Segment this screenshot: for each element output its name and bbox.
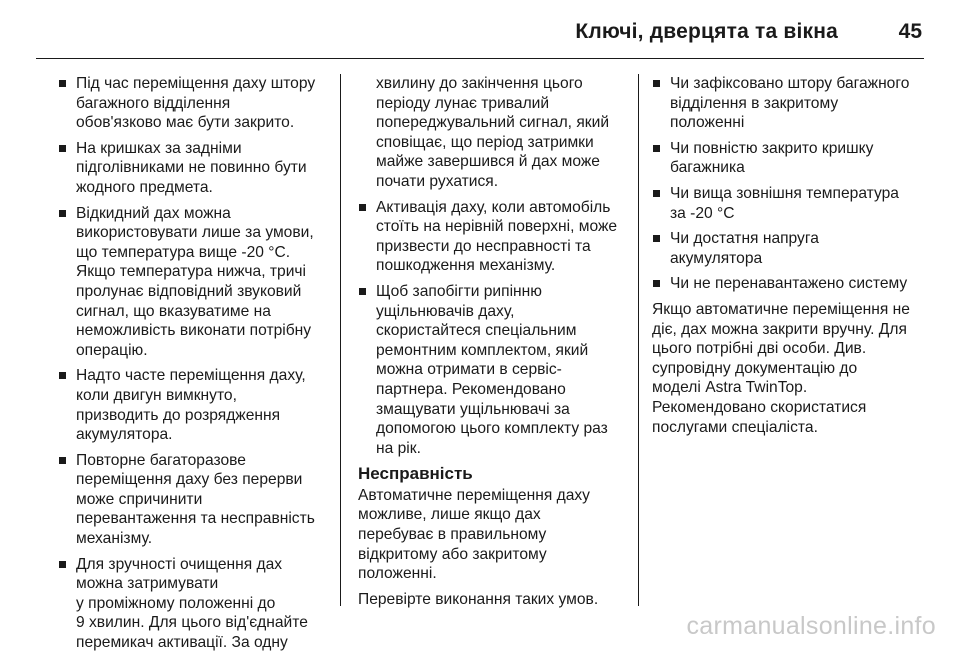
list-item: Чи вища зовнішня температура за -20 °C bbox=[652, 184, 924, 223]
list-item: На кришках за задніми підголівниками не повинно бути жодного предмета. bbox=[58, 139, 330, 198]
bullet-list bbox=[358, 198, 628, 459]
square-bullet-icon bbox=[359, 288, 366, 295]
column-1 bbox=[58, 74, 330, 659]
square-bullet-icon bbox=[653, 190, 660, 197]
list-item: Повторне багаторазове переміщення даху без перерви може спричинити перевантаження та несправність механізму. bbox=[58, 451, 330, 549]
section-heading: Несправність bbox=[358, 464, 473, 484]
list-item: Для зручності очищення дах можна затримувати у проміжному положенні до 9 хвилин. Для цього від'єднайте перемикач активації. За одну bbox=[58, 555, 330, 653]
watermark: carmanualsonline.info bbox=[686, 612, 936, 640]
list-item: Чи повністю закрито кришку багажника bbox=[652, 139, 924, 178]
page-header bbox=[0, 0, 960, 58]
list-item: Чи достатня напруга акумулятора bbox=[652, 229, 924, 268]
column-3 bbox=[652, 74, 924, 443]
column-2 bbox=[358, 74, 628, 615]
header-rule bbox=[36, 58, 924, 59]
page-title: Ключі, дверцята та вікна bbox=[575, 20, 838, 43]
square-bullet-icon bbox=[653, 80, 660, 87]
list-item: Чи зафіксовано штору багажного відділення в закритому положенні bbox=[652, 74, 924, 133]
page-number: 45 bbox=[898, 20, 922, 43]
list-item: Чи не перенавантажено систему bbox=[652, 274, 924, 294]
square-bullet-icon bbox=[59, 80, 66, 87]
square-bullet-icon bbox=[59, 561, 66, 568]
square-bullet-icon bbox=[59, 145, 66, 152]
square-bullet-icon bbox=[359, 204, 366, 211]
square-bullet-icon bbox=[653, 280, 660, 287]
square-bullet-icon bbox=[653, 235, 660, 242]
paragraph: Якщо автоматичне переміщення не діє, дах можна закрити вручну. Для цього потрібні дві особи. Див. супровідну документацію до моделі Astra TwinTop. Рекомендовано скористатися послугами спеціаліста. bbox=[652, 300, 910, 436]
paragraph: Автоматичне переміщення даху можливе, лише якщо дах перебуває в правильному відкритому або закритому положенні. bbox=[358, 486, 590, 583]
square-bullet-icon bbox=[59, 457, 66, 464]
column-divider-1 bbox=[340, 74, 341, 606]
list-item: Щоб запобігти рипінню ущільнювачів даху, скористайтеся спеціальним ремонтним комплектом, який можна отримати в сервіс- партнера. Рекомендовано змащувати ущільнювачі за допомогою цього комплекту раз на рік. bbox=[358, 282, 628, 458]
bullet-list bbox=[652, 74, 924, 294]
list-item: Під час переміщення даху штору багажного відділення обов'язково має бути закрито. bbox=[58, 74, 330, 133]
square-bullet-icon bbox=[653, 145, 660, 152]
continued-text: хвилину до закінчення цього періоду лунає тривалий попереджувальний сигнал, який сповіщає, що період затримки майже завершився й дах може почати рухатися. bbox=[376, 75, 610, 190]
list-item: Надто часте переміщення даху, коли двигун вимкнуто, призводить до розрядження акумулятора. bbox=[58, 366, 330, 444]
list-item: Відкидний дах можна використовувати лише за умови, що температура вище -20 °C. Якщо температура нижча, тричі пролунає відповідний звуковий сигнал, що вказуватиме на неможливість виконати потрібну операцію. bbox=[58, 204, 330, 361]
column-divider-2 bbox=[638, 74, 639, 606]
square-bullet-icon bbox=[59, 372, 66, 379]
square-bullet-icon bbox=[59, 210, 66, 217]
bullet-list bbox=[58, 74, 330, 653]
paragraph: Перевірте виконання таких умов. bbox=[358, 590, 599, 608]
list-item: Активація даху, коли автомобіль стоїть на нерівній поверхні, може призвести до несправності та пошкодження механізму. bbox=[358, 198, 628, 276]
